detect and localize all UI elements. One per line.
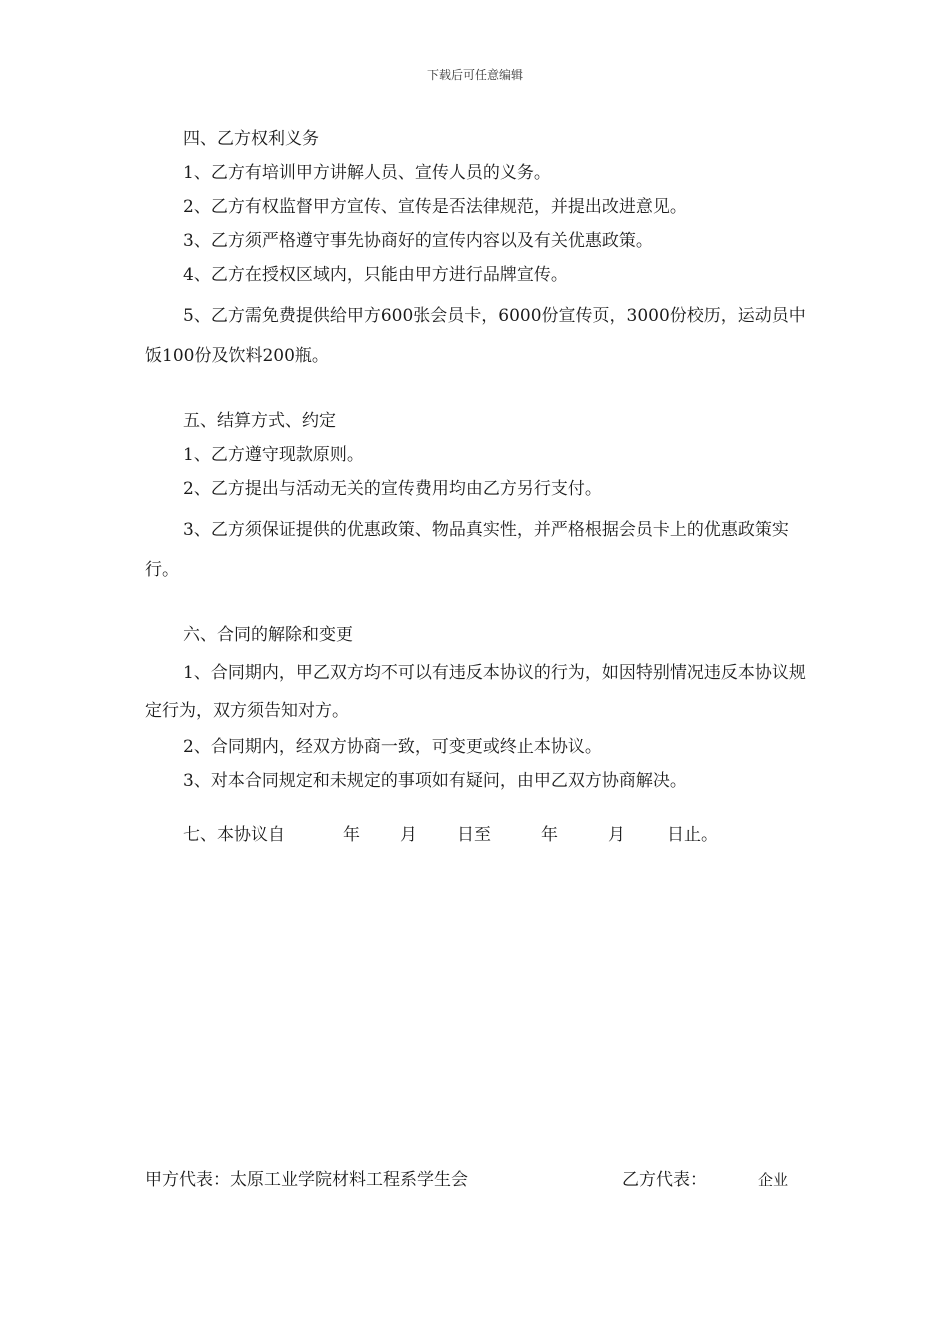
term-prefix: 七、本协议自 xyxy=(183,825,285,845)
clause: 2、合同期内，经双方协商一致，可变更或终止本协议。 xyxy=(183,737,602,757)
clause: 2、乙方提出与活动无关的宣传费用均由乙方另行支付。 xyxy=(183,479,602,499)
clause: 5、乙方需免费提供给甲方600张会员卡，6000份宣传页，3000份校历，运动员中饭100份及饮料200瓶。 xyxy=(145,306,806,366)
term-year-end: 年 xyxy=(541,825,558,845)
section-settlement xyxy=(145,404,810,590)
term-month-start: 月 xyxy=(400,825,417,845)
header-note: 下载后可任意编辑 xyxy=(426,68,523,82)
clause: 4、乙方在授权区域内，只能由甲方进行品牌宣传。 xyxy=(183,265,568,285)
section-heading: 五、结算方式、约定 xyxy=(183,411,336,431)
section-heading: 四、乙方权利义务 xyxy=(183,129,319,149)
clause: 2、乙方有权监督甲方宣传、宣传是否法律规范，并提出改进意见。 xyxy=(183,197,687,217)
party-a-signature: 甲方代表：太原工业学院材料工程系学生会 xyxy=(145,1170,468,1190)
term-year-start: 年 xyxy=(343,825,360,845)
term-day-to: 日至 xyxy=(457,825,491,845)
document-body xyxy=(145,122,810,798)
term-day-end: 日止。 xyxy=(667,825,718,845)
clause: 3、对本合同规定和未规定的事项如有疑问，由甲乙双方协商解决。 xyxy=(183,771,687,791)
clause: 1、乙方有培训甲方讲解人员、宣传人员的义务。 xyxy=(183,163,551,183)
clause: 3、乙方须保证提供的优惠政策、物品真实性，并严格根据会员卡上的优惠政策实行。 xyxy=(145,520,789,580)
clause: 1、合同期内，甲乙双方均不可以有违反本协议的行为，如因特别情况违反本协议规定行为，双方须告知对方。 xyxy=(145,663,806,721)
clause: 1、乙方遵守现款原则。 xyxy=(183,445,364,465)
party-b-signature: 乙方代表： xyxy=(622,1170,707,1190)
party-b-name: 企业 xyxy=(758,1171,789,1189)
agreement-term xyxy=(183,818,718,852)
term-month-end: 月 xyxy=(608,825,625,845)
section-heading: 六、合同的解除和变更 xyxy=(183,625,353,645)
section-termination xyxy=(145,618,810,798)
clause: 3、乙方须严格遵守事先协商好的宣传内容以及有关优惠政策。 xyxy=(183,231,653,251)
section-rights-obligations xyxy=(145,122,810,376)
